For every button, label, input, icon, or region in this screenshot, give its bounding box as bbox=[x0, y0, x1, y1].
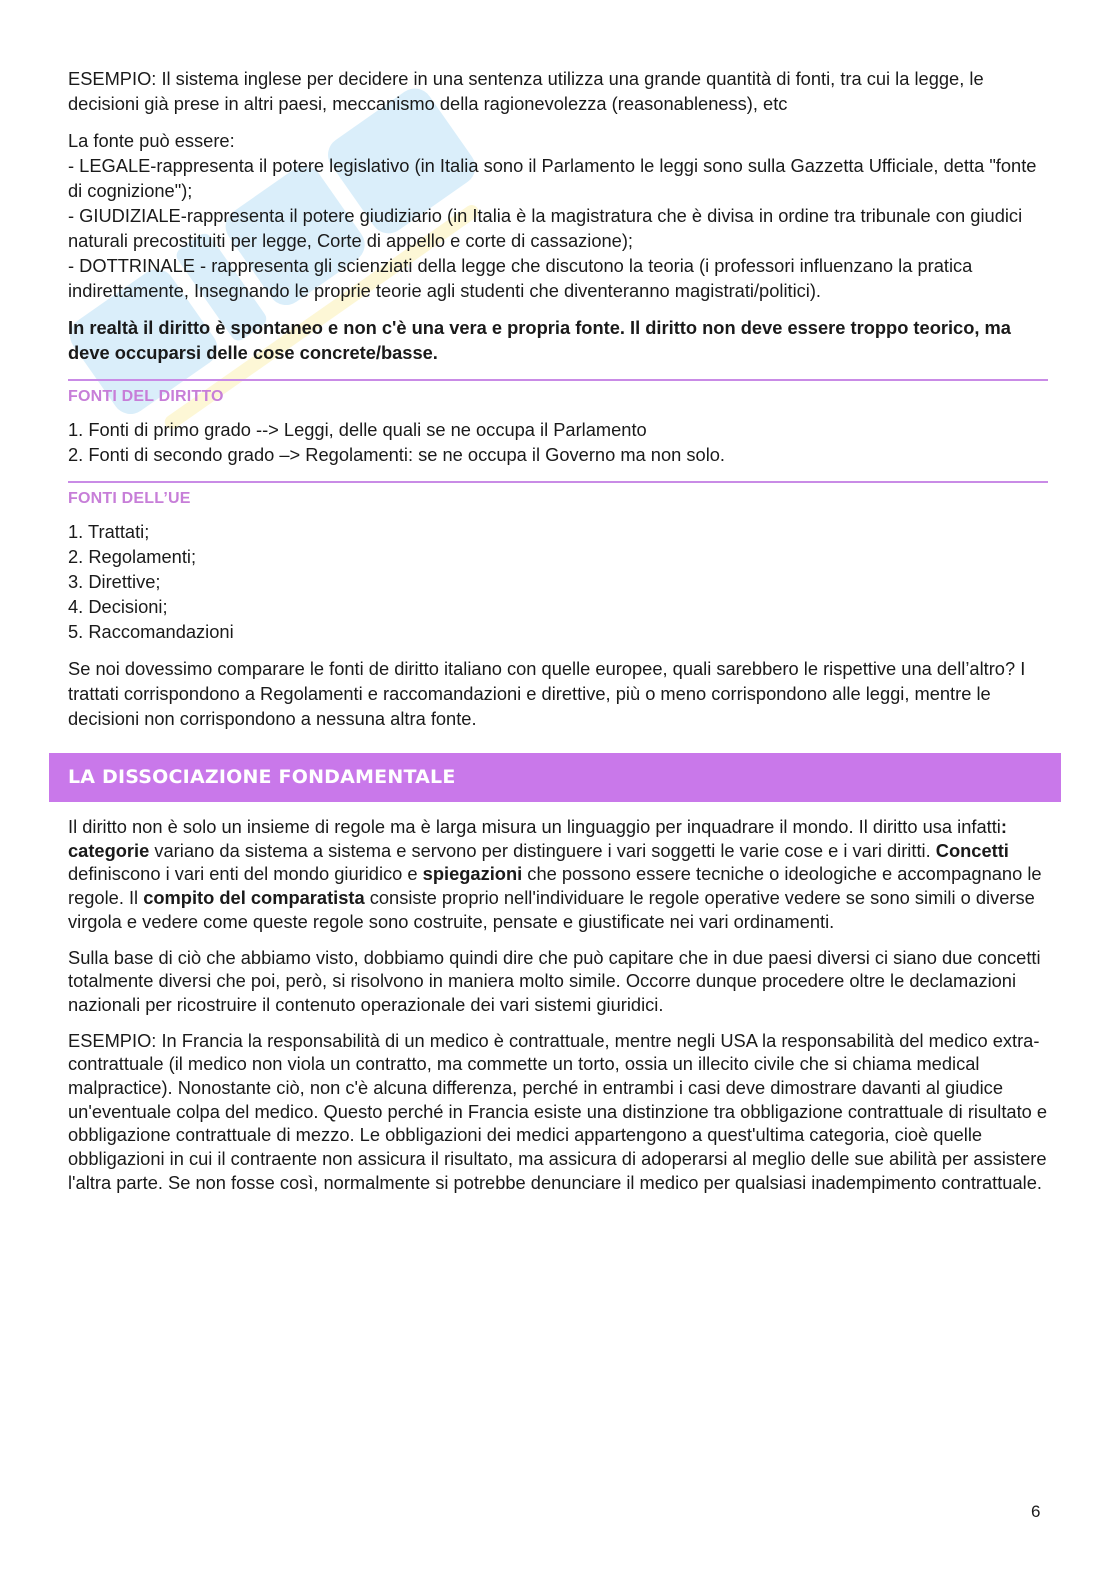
bold-paragraph: In realtà il diritto è spontaneo e non c'è una vera e propria fonte. Il diritto non deve essere troppo teorico, ma deve occuparsi delle cose concrete/basse. bbox=[68, 317, 1011, 363]
page-number: 6 bbox=[1031, 1502, 1041, 1521]
banner-title: LA DISSOCIAZIONE FONDAMENTALE bbox=[68, 766, 456, 788]
divider bbox=[68, 481, 1048, 483]
list-item: 2. Fonti di secondo grado –> Regolamenti: se ne occupa il Governo ma non solo. bbox=[68, 444, 726, 465]
lower-content bbox=[68, 815, 1048, 1195]
list-item: 2. Regolamenti; bbox=[68, 546, 197, 567]
list-item: 3. Direttive; bbox=[68, 571, 161, 592]
fonte-intro: La fonte può essere: bbox=[68, 130, 235, 151]
fonte-dottrinale: - DOTTRINALE - rappresenta gli scienziati della legge che discutono la teoria (i professori influenzano la pratica indirettamente, Insegnando le proprie teorie agli studenti che diventeranno magistrati/politici). bbox=[68, 255, 973, 301]
list-item: 1. Fonti di primo grado --> Leggi, delle quali se ne occupa il Parlamento bbox=[68, 419, 647, 440]
list-item: 5. Raccomandazioni bbox=[68, 621, 234, 642]
comparison-paragraph: Se noi dovessimo comparare le fonti de diritto italiano con quelle europee, quali sarebbero le rispettive una dell’altro? I trattati corrispondono a Regolamenti e raccomandazioni e direttive, più o meno corrispondono alle leggi, mentre le decisioni non corrispondono a nessuna altra fonte. bbox=[68, 658, 1026, 729]
esempio-paragraph: ESEMPIO: In Francia la responsabilità di un medico è contrattuale, mentre negli USA la responsabilità del medico extra-contrattuale (il medico non viola un contratto, ma commette un torto, ossia un illecito civile che si chiama medical malpractice). Nonostante ciò, non c'è alcuna differenza, perché in entrambi i casi deve dimostrare davanti al giudice un'eventuale colpa del medico. Questo perché in Francia esiste una distinzione tra obbligazione contrattuale di risultato e obbligazione contrattuale di mezzo. Le obbligazioni dei medici appartengono a quest'ultima categoria, cioè quelle obbligazioni in cui il contraente non assicura il risultato, ma assicura di adoperarsi al meglio delle sue abilità per assistere l'altra parte. Se non fosse così, normalmente si potrebbe denunciare il medico per qualsiasi inadempimento contrattuale. bbox=[68, 1029, 1048, 1193]
section-banner bbox=[49, 753, 1061, 802]
heading-fonti-diritto: FONTI DEL DIRITTO bbox=[68, 388, 224, 405]
base-paragraph: Sulla base di ciò che abbiamo visto, dobbiamo quindi dire che può capitare che in due paesi diversi ci siano due concetti totalmente diversi che poi, però, si risolvono in maniera molto simile. Occorre dunque procedere oltre le declamazioni nazionali per ricostruire il contenuto operazionale dei vari sistemi giuridici. bbox=[68, 946, 1041, 1015]
list-item: 4. Decisioni; bbox=[68, 596, 168, 617]
example-paragraph: ESEMPIO: Il sistema inglese per decidere in una sentenza utilizza una grande quantità di fonti, tra cui la legge, le decisioni già prese in altri paesi, meccanismo della ragionevolezza (reasonableness), etc bbox=[68, 68, 984, 114]
list-item: 1. Trattati; bbox=[68, 521, 150, 542]
fonte-giudiziale: - GIUDIZIALE-rappresenta il potere giudiziario (in Italia è la magistratura che è divisa in ordine tra tribunale con giudici naturali precostituiti per legge, Corte di appello e corte di cassazione); bbox=[68, 205, 1023, 251]
divider bbox=[68, 379, 1048, 381]
heading-fonti-ue: FONTI DELL’UE bbox=[68, 490, 191, 507]
fonte-legale: - LEGALE-rappresenta il potere legislativo (in Italia sono il Parlamento le leggi sono sulla Gazzetta Ufficiale, detta "fonte di cognizione"); bbox=[68, 155, 1037, 201]
diritto-paragraph: Il diritto non è solo un insieme di regole ma è larga misura un linguaggio per inquadrare il mondo. Il diritto usa infatti: categorie variano da sistema a sistema e servono per distinguere i vari soggetti le varie cose e i vari diritti. Concetti definiscono i vari enti del mondo giuridico e spiegazioni che possono essere tecniche o ideologiche e accompagnano le regole. Il compito del comparatista consiste proprio nell'individuare le regole operative vedere se sono simili o diverse virgola e vedere come queste regole sono costruite, pensate e giustificate nei vari ordinamenti. bbox=[68, 816, 1042, 932]
upper-content bbox=[68, 66, 1048, 731]
